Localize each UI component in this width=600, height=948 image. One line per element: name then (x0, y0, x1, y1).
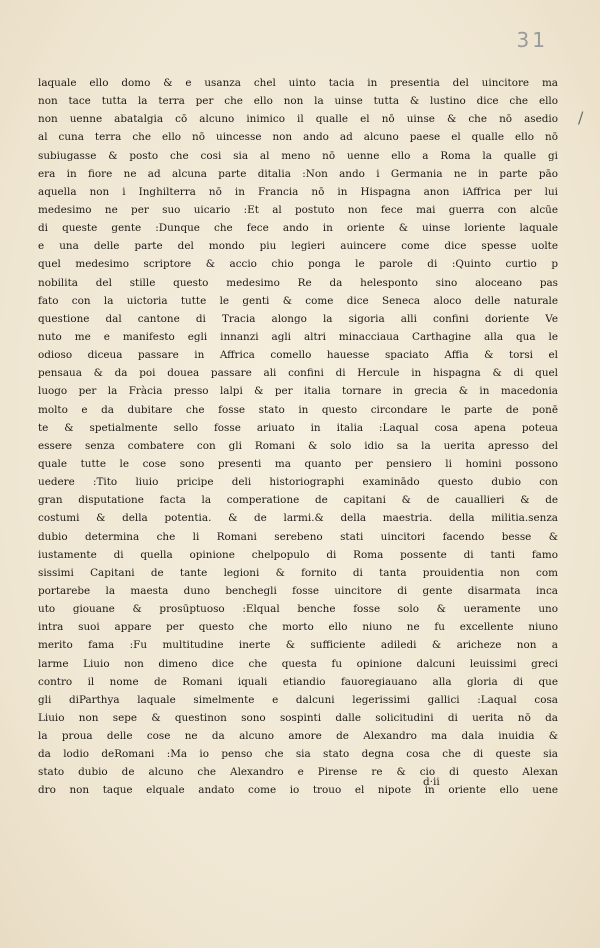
text-line: era in fiore ne ad alcuna parte ditalia :Non ando i Germania ne in parte pāo (38, 167, 558, 180)
text-line: di queste gente :Dunque che fece ando in oriente & uinse loriente laquale (38, 222, 558, 235)
text-line: pensaua & da poi douea passare ali confini di Hercule in hispagna & di quel (38, 367, 558, 380)
text-line: iustamente di quella opinione chelpopulo di Roma possente di tanti famo (38, 548, 558, 561)
text-line: molto e da dubitare che fosse stato in questo circondare le parte de ponē (38, 403, 558, 416)
text-line: odioso diceua passare in Affrica comello hauesse spaciato Affia & torsi el (38, 349, 558, 362)
text-line: stato dubio de alcuno che Alexandro e Pirense re & cio di questo Alexan (38, 766, 558, 779)
text-line: la proua delle cose ne da alcuno amore de Alexandro ma dala inuidia & (38, 730, 558, 743)
text-line: da lodio deRomani :Ma io penso che sia stato degna cosa che di queste sia (38, 748, 558, 761)
text-line: sissimi Capitani de tante legioni & fornito di tanta prouidentia non com (38, 566, 558, 579)
folio-number: 31 (516, 28, 548, 52)
text-line: intra suoi appare per questo che morto ello niuno ne fu excellente niuno (38, 621, 558, 634)
text-line: quel medesimo scriptore & accio chio ponga le parole di :Quinto curtio p (38, 258, 558, 271)
text-line: portarebe la maesta duno benchegli fosse uincitore di gente disarmata inca (38, 584, 558, 597)
text-line: dubio determina che li Romani serebeno stati uincitori facendo besse & (38, 530, 558, 543)
text-line: subiugasse & posto che cosi sia al meno nō uenne ello a Roma la qualle gi (38, 149, 558, 162)
text-line: Liuio non sepe & questinon sono sospinti dalle solicitudini di uerita nō da (38, 711, 558, 724)
text-line: questione dal cantone di Tracia alongo la sigoria alli confini doriente Ve (38, 312, 558, 325)
text-line: al cuna terra che ello nō uincesse non ando ad alcuno paese el qualle ello nō (38, 131, 558, 144)
text-line: medesimo ne per suo uicario :Et al postuto non fece mai guerra con alcūe (38, 203, 558, 216)
text-line: nobilita del stille questo medesimo Re da helesponto sino aloceano pas (38, 276, 558, 289)
text-line: non uenne abatalgia cō alcuno inimico il qualle el nō uinse & che nō asedio (38, 113, 558, 126)
margin-annotation: / (578, 108, 584, 127)
text-line: fato con la uictoria tutte le genti & come dice Seneca aloco delle naturale (38, 294, 558, 307)
text-line: essere senza combatere con gli Romani & solo idio sa la uerita apresso del (38, 439, 558, 452)
text-line: merito fama :Fu multitudine inerte & sufficiente adiledi & aricheze non a (38, 639, 558, 652)
text-line: e una delle parte del mondo piu legieri auincere come dice spesse uolte (38, 240, 558, 253)
text-line: larme Liuio non dimeno dice che questa fu opinione dalcuni leuissimi greci (38, 657, 558, 670)
text-block (38, 74, 558, 800)
text-line: costumi & della potentia. & de larmi.& della maestria. della militia.senza (38, 512, 558, 525)
signature-mark: d·ii (423, 776, 440, 788)
text-line: quale tutte le cose sono presenti ma quanto per pensiero li homini possono (38, 457, 558, 470)
text-line: aquella non i Inghilterra nō in Francia nō in Hispagna anon iAffrica per lui (38, 185, 558, 198)
text-line: te & spetialmente sello fosse ariuato in italia :Laqual cosa apena poteua (38, 421, 558, 434)
text-line: gran disputatione facta la comperatione de capitani & de cauallieri & de (38, 494, 558, 507)
text-line: uto giouane & prosūptuoso :Elqual benche fosse solo & ueramente uno (38, 603, 558, 616)
text-line: uedere :Tito liuio pricipe deli historiographi examinādo questo dubio con (38, 476, 558, 489)
text-line: dro non taque elquale andato come io trouo el nipote in oriente ello uene (38, 784, 558, 797)
text-line: gli diParthya laquale simelmente e dalcuni legerissimi gallici :Laqual cosa (38, 693, 558, 706)
text-line: contro il nome de Romani iquali etiandio fauoregiauano alla gloria di que (38, 675, 558, 688)
text-line: laquale ello domo & e usanza chel uinto tacia in presentia del uincitore ma (38, 77, 558, 89)
text-line: luogo per la Fràcia presso lalpi & per italia tornare in grecia & in macedonia (38, 385, 558, 398)
text-line: non tace tutta la terra per che ello non la uinse tutta & lustino dice che ello (38, 95, 558, 108)
text-line: nuto me e manifesto egli innanzi agli altri minacciaua Carthagine alla qua le (38, 330, 558, 343)
